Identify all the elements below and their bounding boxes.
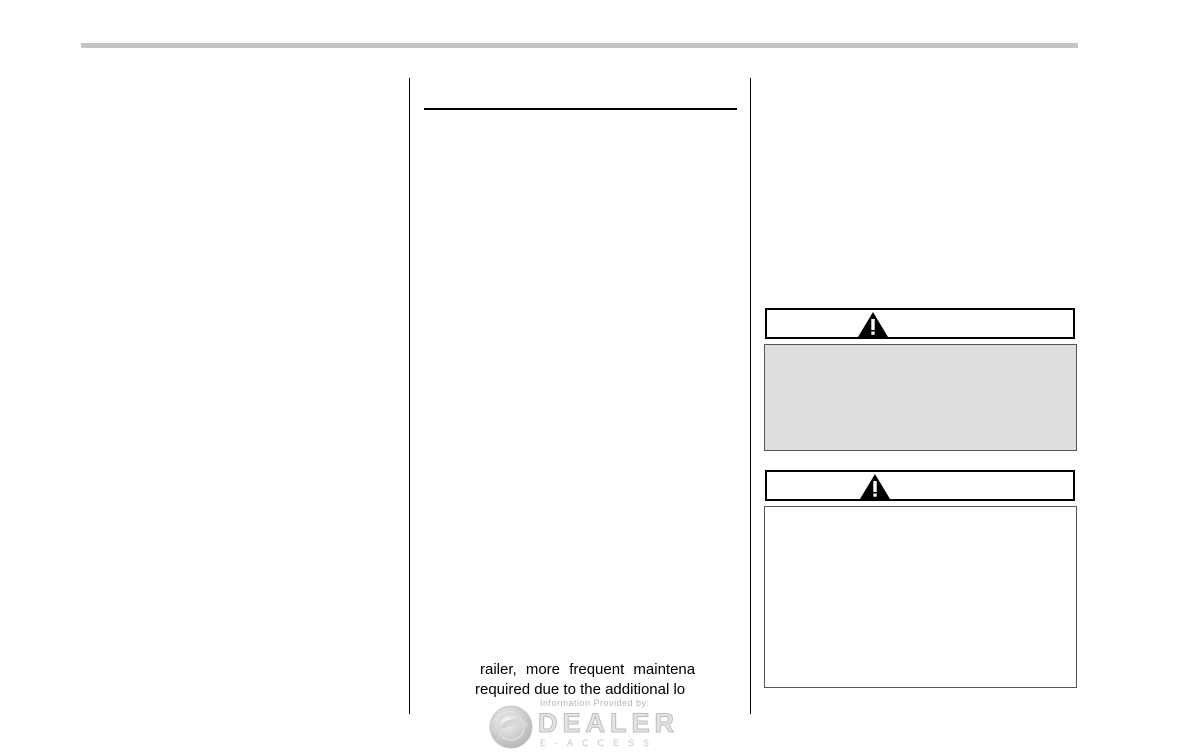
section-heading-rule bbox=[424, 108, 737, 110]
watermark-subtitle: E-ACCESS bbox=[540, 738, 659, 748]
warning-header-2 bbox=[765, 470, 1075, 501]
watermark-name: DEALER bbox=[538, 708, 680, 738]
body-text-line: required due to the additional lo bbox=[475, 681, 686, 698]
dealer-logo-icon bbox=[488, 704, 534, 750]
column-divider-right bbox=[750, 78, 751, 714]
warning-header-1 bbox=[765, 308, 1075, 339]
warning-body-2 bbox=[764, 506, 1077, 688]
column-divider-left bbox=[409, 78, 410, 714]
dealer-watermark bbox=[488, 698, 688, 754]
header-rule bbox=[81, 43, 1078, 48]
body-text-line: railer, more frequent maintena bbox=[480, 661, 696, 678]
warning-triangle-icon bbox=[857, 311, 889, 338]
watermark-caption: Information Provided by: bbox=[540, 698, 650, 708]
warning-body-1 bbox=[764, 344, 1077, 451]
warning-triangle-icon bbox=[859, 473, 891, 500]
